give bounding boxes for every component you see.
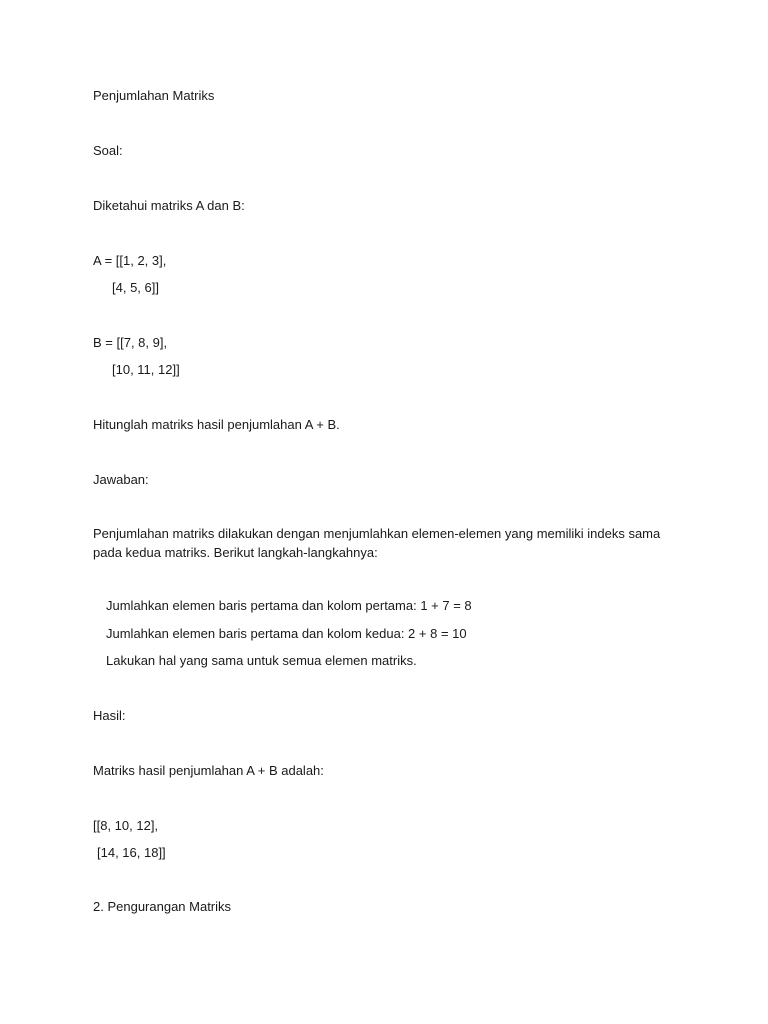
- matrix-a-row-1: A = [[1, 2, 3],: [93, 253, 167, 268]
- step-2: Jumlahkan elemen baris pertama dan kolom kedua: 2 + 8 = 10: [106, 626, 467, 641]
- result-row-2: [14, 16, 18]]: [97, 845, 166, 860]
- matrix-b-row-2: [10, 11, 12]]: [112, 362, 180, 377]
- jawaban-label: Jawaban:: [93, 472, 149, 487]
- hasil-label: Hasil:: [93, 708, 126, 723]
- matrix-b-row-1: B = [[7, 8, 9],: [93, 335, 168, 350]
- step-3: Lakukan hal yang sama untuk semua elemen matriks.: [106, 653, 417, 668]
- result-intro: Matriks hasil penjumlahan A + B adalah:: [93, 763, 324, 778]
- result-row-1: [[8, 10, 12],: [93, 818, 159, 833]
- question-text: Hitunglah matriks hasil penjumlahan A + B.: [93, 417, 340, 432]
- matrix-a-row-2: [4, 5, 6]]: [112, 280, 159, 295]
- document-title: Penjumlahan Matriks: [93, 88, 215, 103]
- step-1: Jumlahkan elemen baris pertama dan kolom pertama: 1 + 7 = 8: [106, 598, 472, 613]
- soal-label: Soal:: [93, 143, 123, 158]
- next-section-heading: 2. Pengurangan Matriks: [93, 899, 232, 914]
- explanation-paragraph: Penjumlahan matriks dilakukan dengan menjumlahkan elemen-elemen yang memiliki indeks sama pada kedua matriks. Berikut langkah-langkahnya:: [93, 526, 661, 560]
- intro-text: Diketahui matriks A dan B:: [93, 198, 245, 213]
